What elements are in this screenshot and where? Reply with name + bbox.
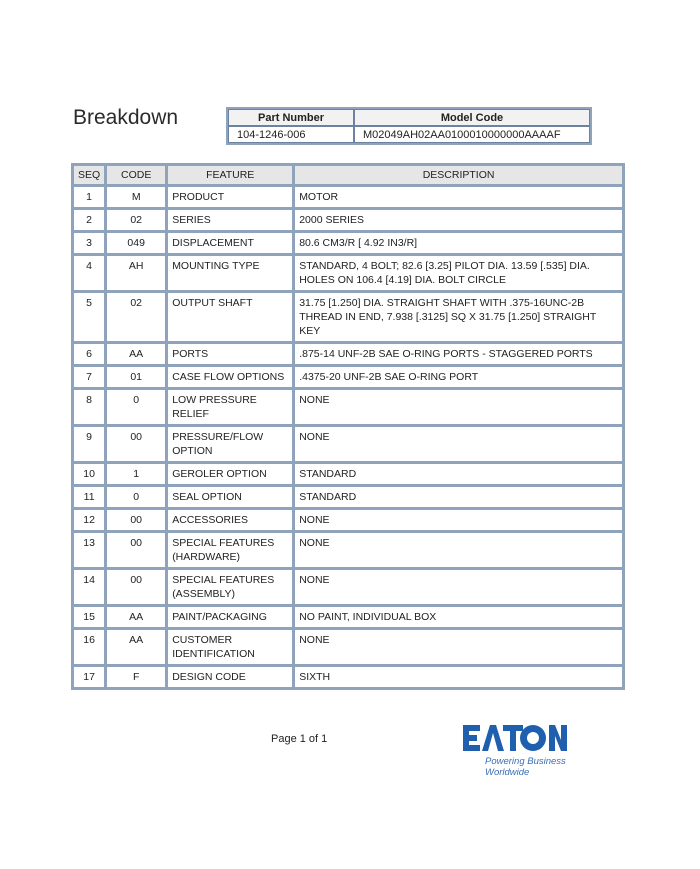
table-row [74, 187, 622, 207]
part-number-label: Part Number [228, 109, 354, 126]
eaton-tagline: Powering Business Worldwide [485, 756, 566, 778]
row-code: AA [107, 607, 165, 627]
table-row [74, 427, 622, 461]
row-feature: DISPLACEMENT [168, 233, 292, 253]
row-feature: ACCESSORIES [168, 510, 292, 530]
page-number: Page 1 of 1 [271, 733, 328, 745]
row-code: 049 [107, 233, 165, 253]
row-code: 01 [107, 367, 165, 387]
table-row [74, 390, 622, 424]
column-header-code: CODE [107, 166, 165, 184]
table-row [74, 256, 622, 290]
row-description: NONE [295, 390, 622, 424]
row-feature: OUTPUT SHAFT [168, 293, 292, 341]
row-code: AH [107, 256, 165, 290]
row-feature: SEAL OPTION [168, 487, 292, 507]
row-code: 00 [107, 510, 165, 530]
table-row [74, 210, 622, 230]
table-row [74, 367, 622, 387]
column-header-description: DESCRIPTION [295, 166, 622, 184]
eaton-logo [463, 722, 603, 778]
column-header-feature: FEATURE [168, 166, 292, 184]
row-feature: CASE FLOW OPTIONS [168, 367, 292, 387]
row-code: 1 [107, 464, 165, 484]
row-code: M [107, 187, 165, 207]
row-description: NONE [295, 570, 622, 604]
row-code: 00 [107, 533, 165, 567]
row-feature: CUSTOMER IDENTIFICATION [168, 630, 292, 664]
row-code: AA [107, 344, 165, 364]
table-row [74, 570, 622, 604]
row-description: NO PAINT, INDIVIDUAL BOX [295, 607, 622, 627]
row-description: 2000 SERIES [295, 210, 622, 230]
row-seq: 1 [74, 187, 104, 207]
row-code: 00 [107, 427, 165, 461]
model-code-label: Model Code [354, 109, 590, 126]
page-title: Breakdown [73, 106, 179, 129]
row-seq: 14 [74, 570, 104, 604]
row-seq: 13 [74, 533, 104, 567]
row-description: NONE [295, 533, 622, 567]
row-seq: 17 [74, 667, 104, 687]
row-seq: 2 [74, 210, 104, 230]
row-feature: PAINT/PACKAGING [168, 607, 292, 627]
row-code: 02 [107, 210, 165, 230]
row-seq: 5 [74, 293, 104, 341]
row-feature: PORTS [168, 344, 292, 364]
table-row [74, 487, 622, 507]
row-seq: 16 [74, 630, 104, 664]
row-description: NONE [295, 630, 622, 664]
table-row [74, 293, 622, 341]
row-description: STANDARD [295, 464, 622, 484]
part-model-header [226, 107, 592, 145]
row-seq: 10 [74, 464, 104, 484]
column-header-seq: SEQ [74, 166, 104, 184]
row-seq: 12 [74, 510, 104, 530]
row-description: SIXTH [295, 667, 622, 687]
row-seq: 9 [74, 427, 104, 461]
row-code: 0 [107, 390, 165, 424]
table-header-row [74, 166, 622, 184]
model-code-value: M02049AH02AA0100010000000AAAAF [354, 126, 590, 143]
table-row [74, 233, 622, 253]
row-description: STANDARD, 4 BOLT; 82.6 [3.25] PILOT DIA. 13.59 [.535] DIA. HOLES ON 106.4 [4.19] DIA. BOLT CIRCLE [295, 256, 622, 290]
breakdown-table [71, 163, 625, 690]
row-seq: 11 [74, 487, 104, 507]
row-feature: PRODUCT [168, 187, 292, 207]
row-description: .4375-20 UNF-2B SAE O-RING PORT [295, 367, 622, 387]
row-feature: SPECIAL FEATURES (ASSEMBLY) [168, 570, 292, 604]
row-description: NONE [295, 510, 622, 530]
row-code: 00 [107, 570, 165, 604]
table-row [74, 533, 622, 567]
table-row [74, 667, 622, 687]
part-number-value: 104-1246-006 [228, 126, 354, 143]
row-seq: 7 [74, 367, 104, 387]
table-row [74, 464, 622, 484]
eaton-wordmark-icon [463, 722, 567, 754]
row-feature: LOW PRESSURE RELIEF [168, 390, 292, 424]
row-seq: 4 [74, 256, 104, 290]
row-feature: SERIES [168, 210, 292, 230]
row-description: .875-14 UNF-2B SAE O-RING PORTS - STAGGERED PORTS [295, 344, 622, 364]
row-seq: 6 [74, 344, 104, 364]
row-feature: SPECIAL FEATURES (HARDWARE) [168, 533, 292, 567]
row-feature: PRESSURE/FLOW OPTION [168, 427, 292, 461]
table-row [74, 607, 622, 627]
row-description: NONE [295, 427, 622, 461]
row-code: 02 [107, 293, 165, 341]
table-row [74, 630, 622, 664]
row-code: F [107, 667, 165, 687]
row-seq: 15 [74, 607, 104, 627]
row-feature: GEROLER OPTION [168, 464, 292, 484]
row-feature: MOUNTING TYPE [168, 256, 292, 290]
row-description: MOTOR [295, 187, 622, 207]
row-feature: DESIGN CODE [168, 667, 292, 687]
row-seq: 3 [74, 233, 104, 253]
table-row [74, 344, 622, 364]
row-description: STANDARD [295, 487, 622, 507]
row-description: 80.6 CM3/R [ 4.92 IN3/R] [295, 233, 622, 253]
row-code: AA [107, 630, 165, 664]
row-seq: 8 [74, 390, 104, 424]
row-code: 0 [107, 487, 165, 507]
table-row [74, 510, 622, 530]
row-description: 31.75 [1.250] DIA. STRAIGHT SHAFT WITH .375-16UNC-2B THREAD IN END, 7.938 [.3125] SQ X 31.75 [1.250] STRAIGHT KEY [295, 293, 622, 341]
